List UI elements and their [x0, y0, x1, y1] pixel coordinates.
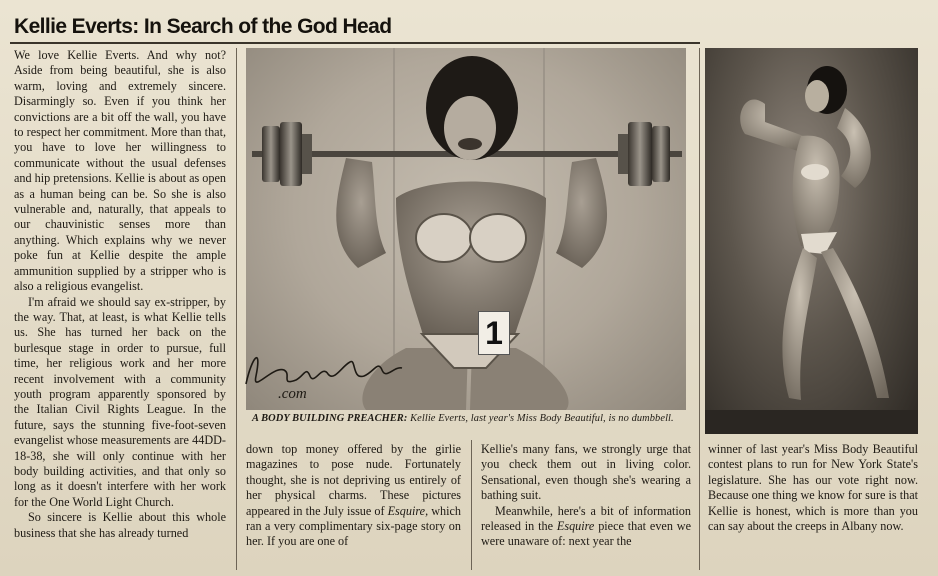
posing-illustration	[705, 48, 918, 434]
column-3-text-b: piece that even we were unaware of: next year the	[481, 519, 691, 549]
article-column-1	[14, 48, 226, 541]
paragraph-2: I'm afraid we should say ex-stripper, by the way. That, at least, is what Kellie tells us. She has turned her back on the burlesque stage in order to pursue, full time, her religious work and her more recent involvement with a community youth program apparently sponsored by the Italian Civil Rights League. In the future, says the stunning five-foot-seven evangelist whose measurements are 44DD-18-38, she will only continue with her body building activities, and that only so long as it doesn't interfere with her work for the One World Light Church.	[14, 294, 226, 509]
column-divider	[236, 48, 237, 570]
signature-suffix: .com	[278, 386, 307, 402]
posing-photo	[705, 48, 918, 434]
magazine-name: Esquire	[556, 519, 595, 534]
autograph-signature	[232, 336, 432, 406]
paragraph-1: We love Kellie Everts. And why not? Aside from being beautiful, she is also warm, loving and extremely sincere. Disarmingly so. Even if you think her convictions are a bit off the wall, you have to respect her commitment. More than that, you have to love her willingness to communicate without the usual defenses and hip pretensions. Kellie is about as open as a human being can be. So she is also vulnerable and, naturally, that appeals to our chauvinistic senses more than anything. Which explains why we never poke fun at Kellie despite the ample ammunition supplied by a stripper who is also a religious evangelist.	[14, 48, 226, 294]
magazine-name: Esquire,	[387, 503, 429, 518]
paragraph-3: So sincere is Kellie about this whole business that she has already turned	[14, 510, 226, 540]
column-2-text	[246, 442, 461, 550]
column-3-paragraph-2	[481, 504, 691, 550]
column-divider	[699, 48, 700, 570]
article-column-4	[708, 442, 918, 534]
contest-number-badge: 1	[478, 311, 510, 355]
column-2-text-a: down top money offered by the girlie magazines to pose nude. Fortunately thought, she is not depriving us entirely of her physical charms. These pictures appeared in the July issue of	[246, 442, 461, 518]
photo-caption	[252, 413, 692, 424]
article-column-2	[246, 442, 461, 550]
article-column-3	[481, 442, 691, 550]
column-4-paragraph: winner of last year's Miss Body Beautiful contest plans to run for New York State's legislature. She has our vote right now. Because one thing we know for sure is that Kellie is honest, which is more than you can say about the creeps in Albany now.	[708, 442, 918, 534]
column-3-paragraph-1: Kellie's many fans, we strongly urge that you check them out in living color. Sensational, even though she's wearing a bathing suit.	[481, 442, 691, 503]
caption-text: Kellie Everts, last year's Miss Body Beautiful, is no dumbbell.	[407, 413, 674, 424]
column-divider	[471, 440, 472, 570]
article-headline: Kellie Everts: In Search of the God Head	[14, 15, 392, 38]
column-2-text-b: which ran a very complimentary six-page story on her. If you are one of	[246, 503, 461, 549]
caption-lead: A BODY BUILDING PREACHER:	[252, 413, 408, 424]
headline-rule	[10, 42, 700, 44]
column-3-text-a: Meanwhile, here's a bit of information released in the	[481, 503, 691, 534]
